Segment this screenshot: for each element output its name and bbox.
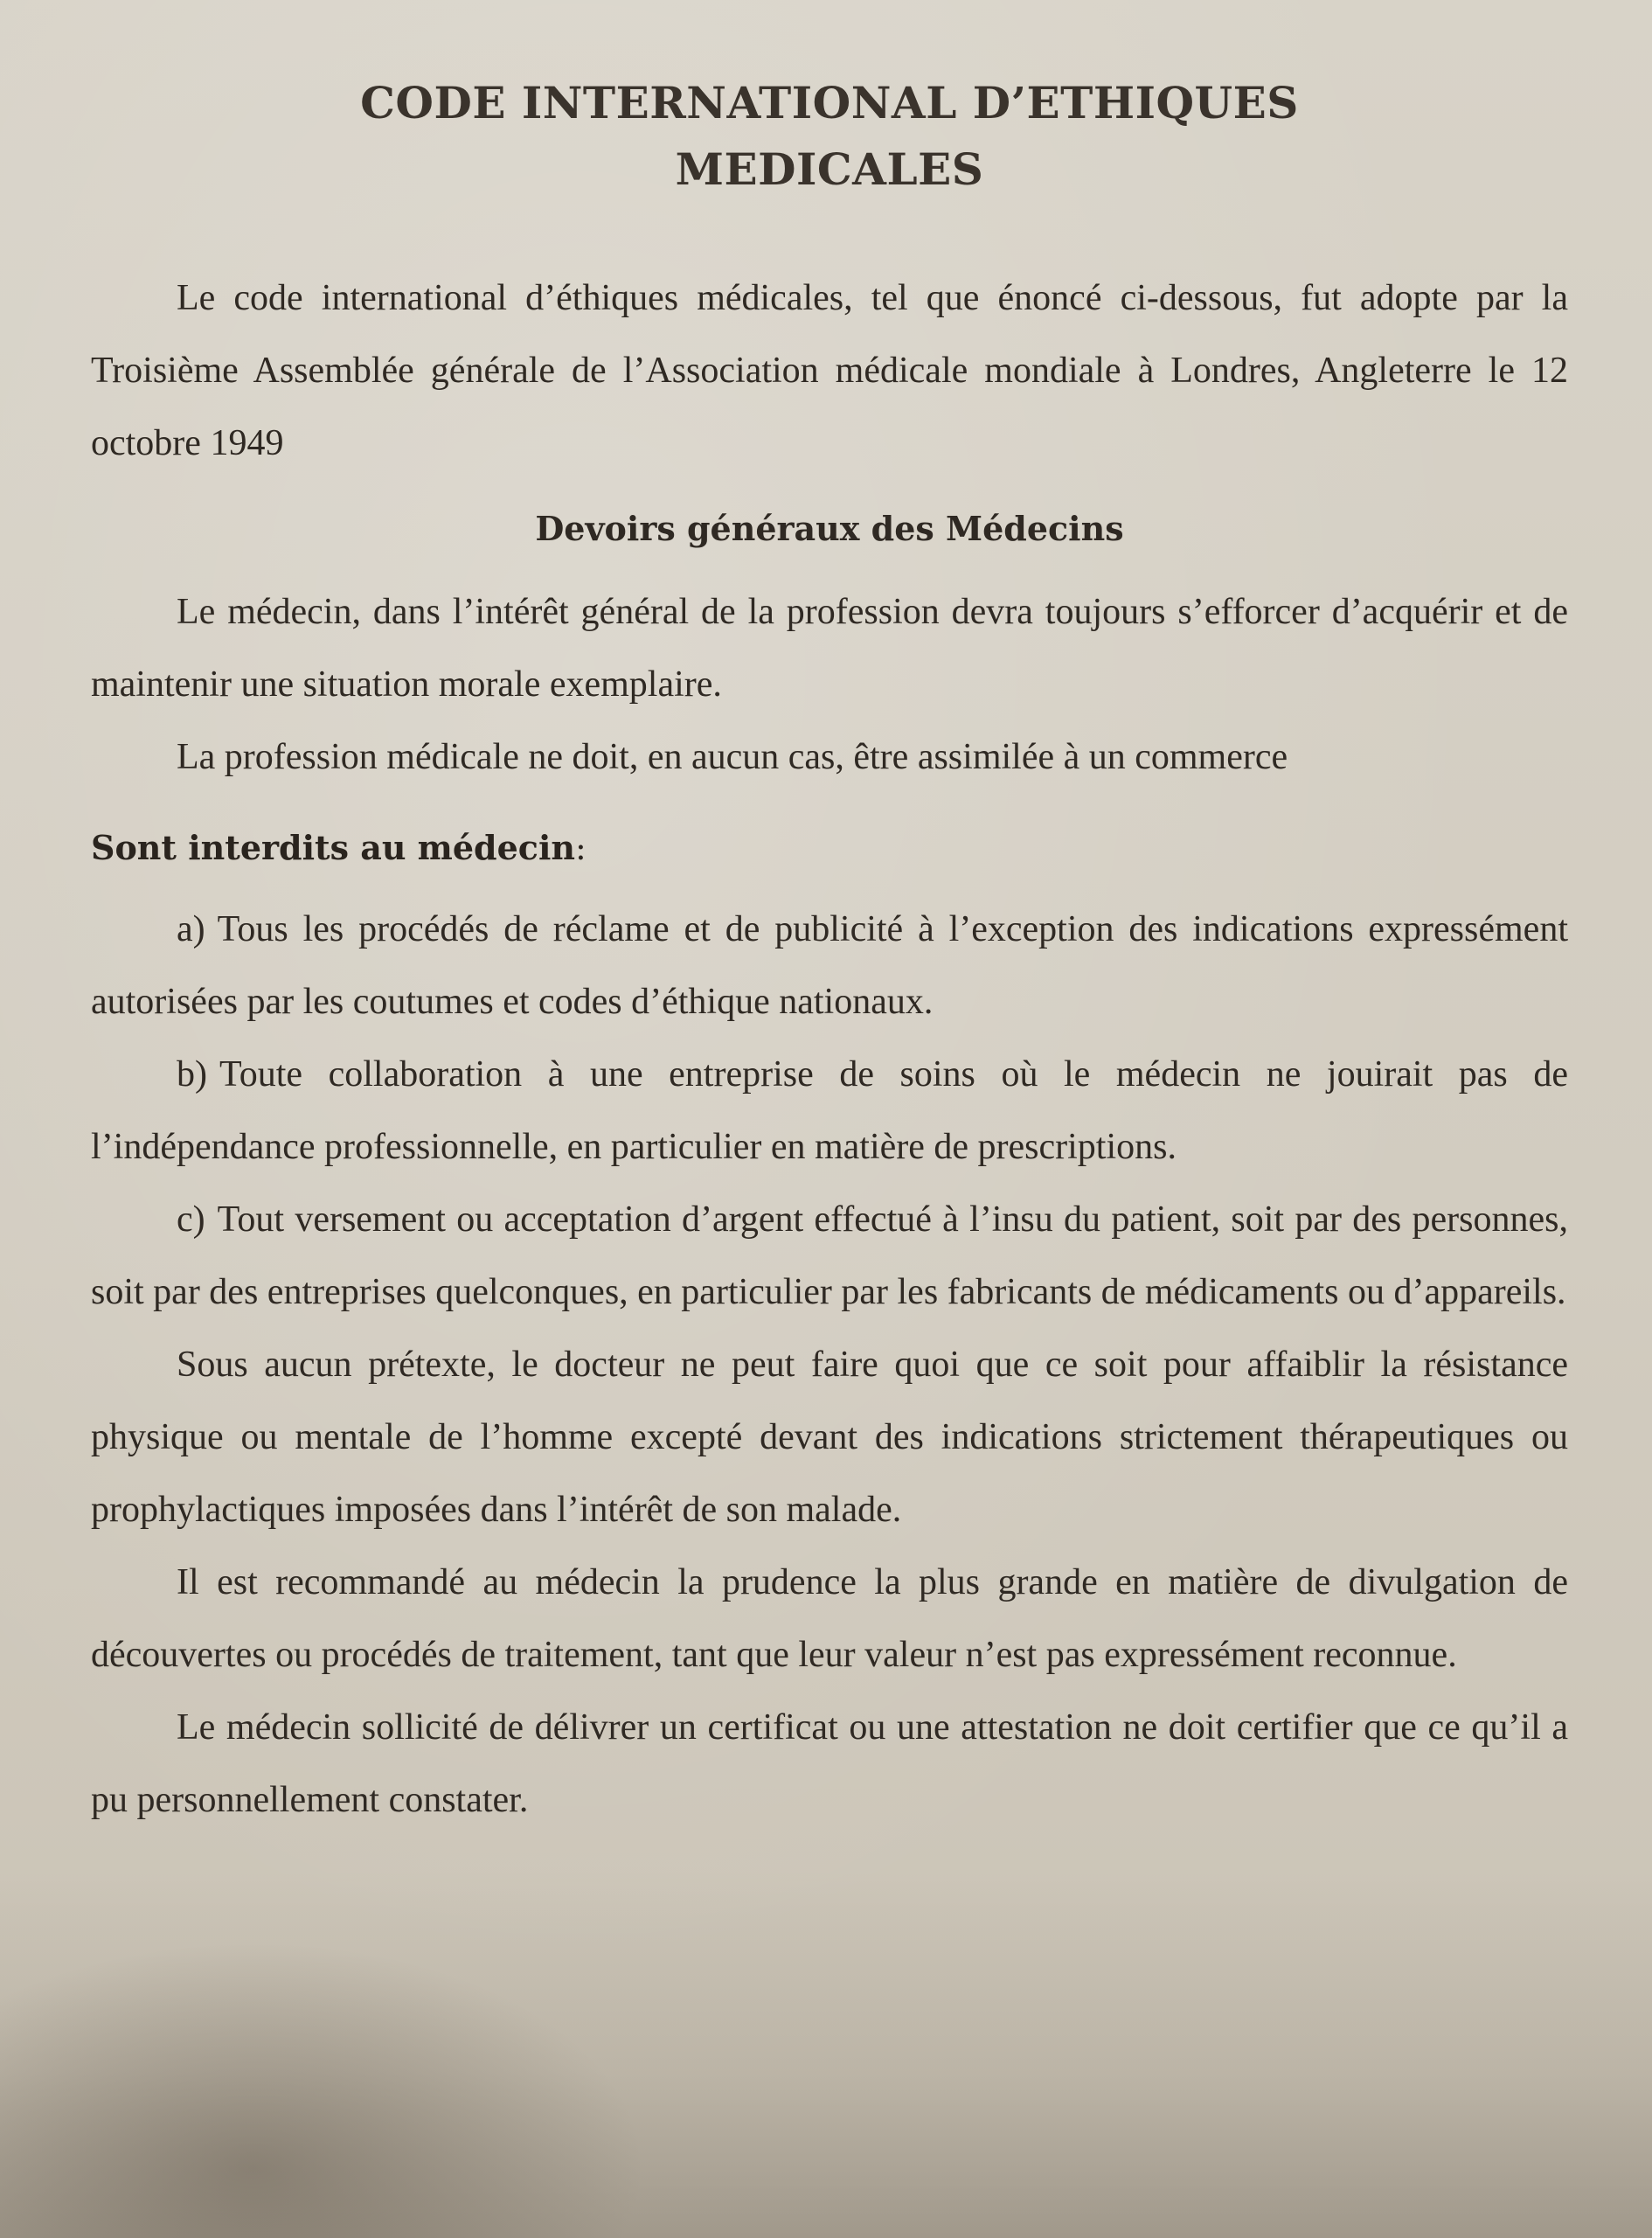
document-title [91,70,1568,203]
closing-paragraph: Le médecin sollicité de délivrer un certificat ou une attestation ne doit certifier que ce qu’il a pu personnellement constater. [91,1707,1568,1820]
prohibited-item-b [91,1039,1568,1184]
general-duty-paragraph: Le médecin, dans l’intérêt général de la profession devra toujours s’efforcer d’acquérir et de maintenir une situation morale exemplaire. [91,592,1568,705]
prohibited-item-c [91,1184,1568,1329]
page-corner-shadow [0,1941,647,2238]
section-heading-general-duties: Devoirs généraux des Médecins [535,509,1124,548]
item-label: b) [177,1054,207,1095]
item-text: Toute collaboration à une entreprise de soins où le médecin ne jouirait pas de l’indépendance professionnelle, en particulier en matière de prescriptions. [91,1054,1568,1167]
item-label: c) [177,1199,205,1240]
page-shadow [0,1871,1652,2238]
closing-paragraph: Il est recommandé au médecin la prudence la plus grande en matière de divulgation de découvertes ou procédés de traitement, tant que leur valeur n’est pas expressément reconnue. [91,1562,1568,1675]
document-body [91,70,1568,1837]
closing-paragraph: Sous aucun prétexte, le docteur ne peut faire quoi que ce soit pour affaiblir la résistance physique ou mentale de l’homme excepté devant des indications strictement thérapeutiques ou prophylactiques imposées dans l’intérêt de son malade. [91,1345,1568,1530]
prohibited-heading-colon: : [575,829,587,867]
general-duty-paragraph: La profession médicale ne doit, en aucun cas, être assimilée à un commerce [177,737,1288,777]
title-line-2: MEDICALES [675,143,984,195]
prohibited-heading-text: Sont interdits au médecin [91,828,576,867]
intro-paragraph: Le code international d’éthiques médicales, tel que énoncé ci-dessous, fut adopte par la Troisième Assemblée générale de l’Association médicale mondiale à Londres, Angleterre le 12 octobre 1949 [91,278,1568,463]
prohibited-item-a [91,893,1568,1039]
prohibited-heading [91,813,1568,883]
item-text: Tous les procédés de réclame et de publicité à l’exception des indications expressément autorisées par les coutumes et codes d’éthique nationaux. [91,909,1568,1022]
item-label: a) [177,909,205,949]
title-line-1: CODE INTERNATIONAL D’ETHIQUES [360,77,1299,129]
item-text: Tout versement ou acceptation d’argent effectué à l’insu du patient, soit par des personnes, soit par des entreprises quelconques, en particulier par les fabricants de médicaments ou d’appareils. [91,1199,1568,1312]
